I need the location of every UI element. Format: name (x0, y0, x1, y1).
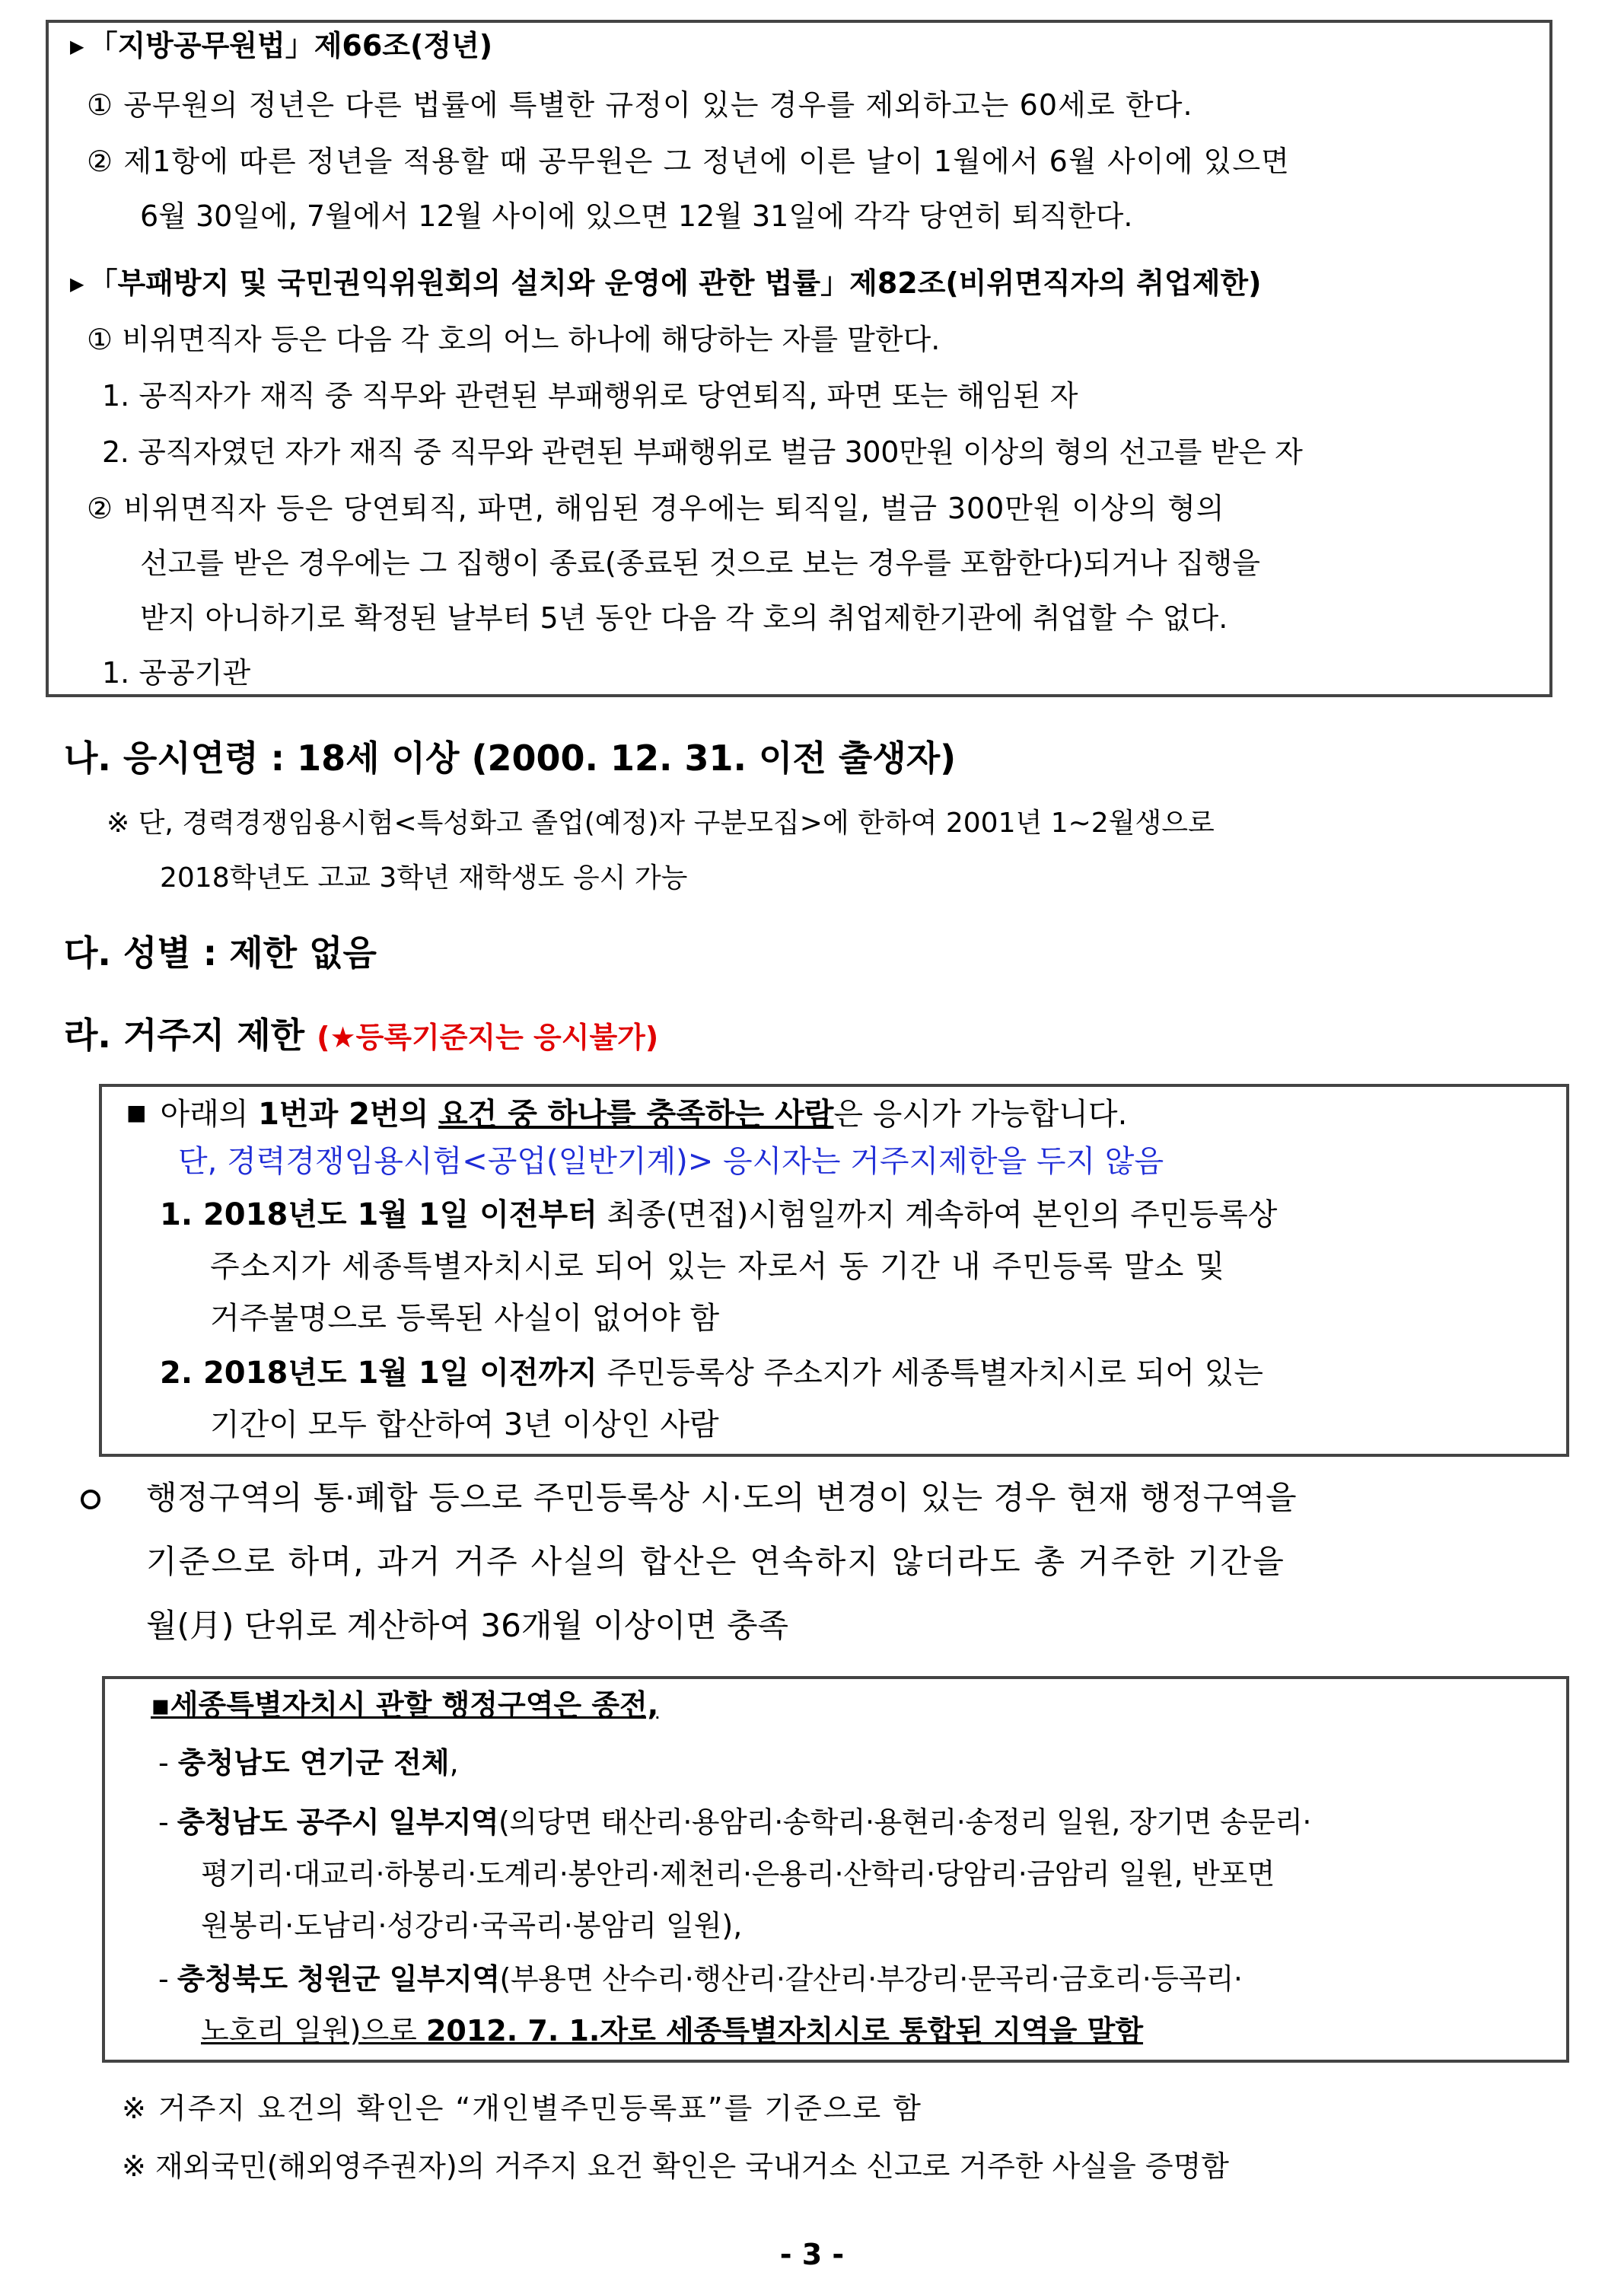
section-age-heading: 나. 응시연령 : 18세 이상 (2000. 12. 31. 이전 출생자) (64, 738, 957, 779)
footnote-residence-check: ※ 거주지 요건의 확인은 “개인별주민등록표”를 기준으로 함 (122, 2092, 922, 2125)
sejong-item2-cont2: 원봉리·도남리·성강리·국곡리·봉암리 일원), (201, 1909, 743, 1942)
sejong-item3-cont: 노호리 일원)으로 2012. 7. 1.자로 세종특별자치시로 통합된 지역을 말함 (201, 2014, 1144, 2047)
residence-intro: ■ 아래의 1번과 2번의 요건 중 하나를 충족하는 사람은 응시가 가능합니다. (126, 1097, 1128, 1132)
sejong-item2: - 충청남도 공주시 일부지역(의당면 태산리·용암리·송학리·용현리·송정리 일원, 장기면 송문리· (158, 1805, 1311, 1839)
circle-note-line1: 행정구역의 통·폐합 등으로 주민등록상 시·도의 변경이 있는 경우 현재 행정구역을 (146, 1479, 1298, 1516)
sejong-item2-cont1: 평기리·대교리·하봉리·도계리·봉안리·제천리·은용리·산학리·당암리·금암리 일원, 반포면 (201, 1857, 1275, 1891)
sejong-district-box (102, 1676, 1569, 2063)
law2-item2: 2. 공직자였던 자가 재직 중 직무와 관련된 부패행위로 벌금 300만원 이상의 형의 선고를 받은 자 (102, 435, 1303, 469)
law2-item1: 1. 공직자가 재직 중 직무와 관련된 부패행위로 당연퇴직, 파면 또는 해임된 자 (102, 379, 1078, 413)
circle-bullet-icon (81, 1490, 100, 1509)
law1-clause2-cont: 6월 30일에, 7월에서 12월 사이에 있으면 12월 31일에 각각 당연히 퇴직한다. (140, 199, 1133, 233)
triangle-bullet-icon: ▶ (70, 273, 84, 295)
triangle-bullet-icon: ▶ (70, 36, 84, 57)
residence-warning: (★등록기준지는 응시불가) (317, 1021, 659, 1054)
residence-requirement-box (99, 1084, 1569, 1457)
law2-clause2-cont1: 선고를 받은 경우에는 그 집행이 종료(종료된 것으로 보는 경우를 포함한다)되거나 집행을 (140, 547, 1260, 580)
section-gender-heading: 다. 성별 : 제한 없음 (64, 932, 377, 974)
law2-clause1: ① 비위면직자 등은 다음 각 호의 어느 하나에 해당하는 자를 말한다. (87, 323, 941, 356)
law1-clause2: ② 제1항에 따른 정년을 적용할 때 공무원은 그 정년에 이른 날이 1월에서 6월 사이에 있으면 (87, 145, 1290, 178)
sejong-box-title: ▪세종특별자치시 관할 행정구역은 종전, (151, 1688, 659, 1722)
law1-clause1: ① 공무원의 정년은 다른 법률에 특별한 규정이 있는 경우를 제외하고는 60세로 한다. (87, 88, 1193, 122)
footnote-overseas-nationals: ※ 재외국민(해외영주권자)의 거주지 요건 확인은 국내거소 신고로 거주한 사실을 증명함 (122, 2149, 1229, 2183)
residence-item1-cont2: 거주불명으로 등록된 사실이 없어야 함 (210, 1301, 720, 1336)
law1-heading: ▶ 「지방공무원법」제66조(정년) (70, 27, 492, 65)
sejong-item3: - 충청북도 청원군 일부지역(부용면 산수리·행산리·갈산리·부강리·문곡리·금호리·등곡리· (158, 1962, 1243, 1996)
circle-note-line3: 월(月) 단위로 계산하여 36개월 이상이면 충족 (146, 1607, 789, 1644)
law2-heading: ▶ 「부패방지 및 국민권익위원회의 설치와 운영에 관한 법률」제82조(비위면직자의 취업제한) (70, 265, 1261, 302)
law2-clause2-cont2: 받지 아니하기로 확정된 날부터 5년 동안 다음 각 호의 취업제한기관에 취업할 수 없다. (140, 601, 1228, 635)
statute-box (46, 20, 1552, 697)
residence-item2-cont: 기간이 모두 합산하여 3년 이상인 사람 (210, 1407, 719, 1442)
age-note-line2: 2018학년도 고교 3학년 재학생도 응시 가능 (160, 862, 688, 894)
page-number: - 3 - (779, 2238, 845, 2271)
circle-note-line2: 기준으로 하며, 과거 거주 사실의 합산은 연속하지 않더라도 총 거주한 기간을 (146, 1543, 1285, 1580)
law2-item-public: 1. 공공기관 (102, 656, 251, 690)
residence-exception-note: 단, 경력경쟁임용시험<공업(일반기계)> 응시자는 거주지제한을 두지 않음 (178, 1144, 1164, 1179)
residence-item1-cont1: 주소지가 세종특별자치시로 되어 있는 자로서 동 기간 내 주민등록 말소 및 (210, 1249, 1226, 1284)
residence-item2: 2. 2018년도 1월 1일 이전까지 주민등록상 주소지가 세종특별자치시로 되어 있는 (160, 1356, 1263, 1391)
age-note-line1: ※ 단, 경력경쟁임용시험<특성화고 졸업(예정)자 구분모집>에 한하여 2001년 1∼2월생으로 (107, 808, 1215, 839)
section-residence-heading: 라. 거주지 제한 (★등록기준지는 응시불가) (64, 1015, 659, 1056)
law2-clause2: ② 비위면직자 등은 당연퇴직, 파면, 해임된 경우에는 퇴직일, 벌금 300만원 이상의 형의 (87, 492, 1225, 525)
sejong-item1: - 충청남도 연기군 전체, (158, 1746, 459, 1780)
residence-item1: 1. 2018년도 1월 1일 이전부터 최종(면접)시험일까지 계속하여 본인의 주민등록상 (160, 1197, 1278, 1232)
square-bullet-icon: ■ (126, 1100, 147, 1125)
